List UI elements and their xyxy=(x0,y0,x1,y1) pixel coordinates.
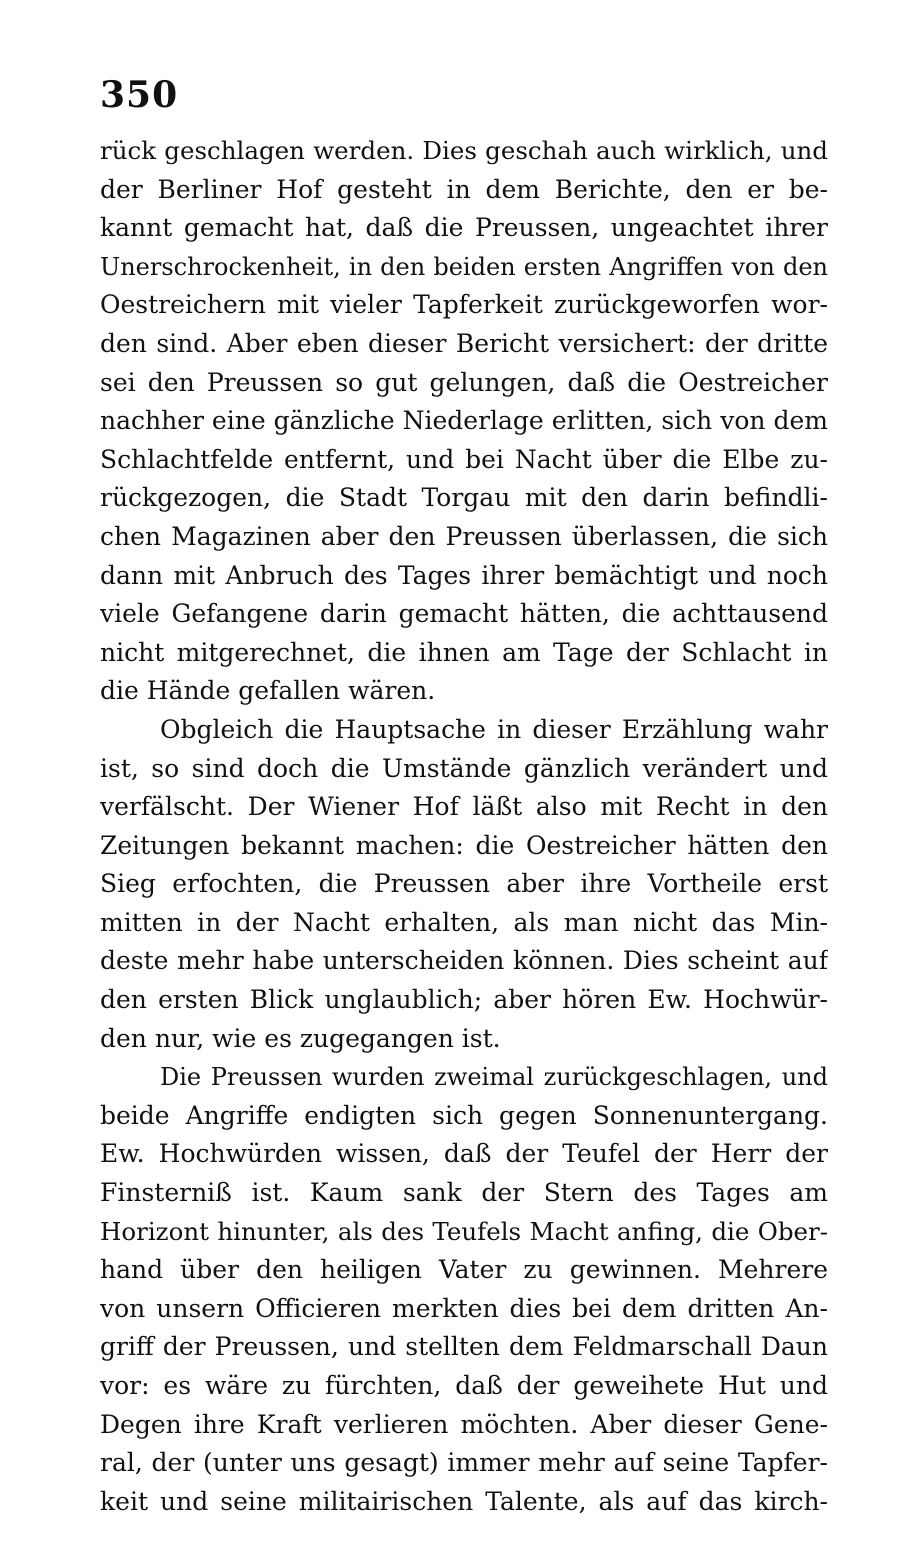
text-line: griff der Preussen, und stellten dem Feldmarschall Daun xyxy=(100,1332,828,1362)
text-line: nicht mitgerechnet, die ihnen am Tage der Schlacht in xyxy=(100,637,828,667)
text-line: nachher eine gänzliche Niederlage erlitten, sich von dem xyxy=(100,406,828,436)
body-text xyxy=(100,132,828,1521)
text-line: rückgezogen, die Stadt Torgau mit den darin befindli- xyxy=(100,483,828,513)
text-line: Finsterniß ist. Kaum sank der Stern des Tages am xyxy=(100,1178,828,1208)
text-line: den nur, wie es zugegangen ist. xyxy=(100,1023,501,1053)
text-line: sei den Preussen so gut gelungen, daß die Oestreicher xyxy=(100,367,828,397)
text-line: der Berliner Hof gesteht in dem Berichte, den er be- xyxy=(100,174,828,204)
text-line: Unerschrockenheit, in den beiden ersten Angriffen von den xyxy=(100,252,828,281)
text-line: Die Preussen wurden zweimal zurückgeschlagen, und xyxy=(160,1063,828,1092)
text-line: mitten in der Nacht erhalten, als man nicht das Min- xyxy=(100,907,828,937)
text-line: Zeitungen bekannt machen: die Oestreicher hätten den xyxy=(100,830,828,860)
text-line: verfälscht. Der Wiener Hof läßt also mit Recht in den xyxy=(100,792,828,822)
text-line: Sieg erfochten, die Preussen aber ihre Vortheile erst xyxy=(100,869,828,899)
text-line: deste mehr habe unterscheiden können. Dies scheint auf xyxy=(100,946,828,976)
text-line: ist, so sind doch die Umstände gänzlich verändert und xyxy=(100,753,828,783)
text-line: hand über den heiligen Vater zu gewinnen. Mehrere xyxy=(100,1255,828,1285)
text-line: Horizont hinunter, als des Teufels Macht anfing, die Ober- xyxy=(100,1216,828,1246)
text-line: kannt gemacht hat, daß die Preussen, ungeachtet ihrer xyxy=(100,213,828,243)
text-line: rück geschlagen werden. Dies geschah auch wirklich, und xyxy=(100,136,828,165)
text-line: Oestreichern mit vieler Tapferkeit zurückgeworfen wor- xyxy=(100,290,828,320)
text-line: Schlachtfelde entfernt, und bei Nacht über die Elbe zu- xyxy=(100,444,828,474)
text-line: den ersten Blick unglaublich; aber hören Ew. Hochwür- xyxy=(100,985,828,1015)
text-line: von unsern Officieren merkten dies bei dem dritten An- xyxy=(100,1293,828,1323)
text-line: viele Gefangene darin gemacht hätten, die achttausend xyxy=(100,599,828,629)
page-number: 350 xyxy=(100,74,179,116)
text-line: Ew. Hochwürden wissen, daß der Teufel der Herr der xyxy=(100,1139,828,1169)
text-line: chen Magazinen aber den Preussen überlassen, die sich xyxy=(100,521,828,551)
text-line: dann mit Anbruch des Tages ihrer bemächtigt und noch xyxy=(100,560,828,590)
text-line: ral, der (unter uns gesagt) immer mehr auf seine Tapfer- xyxy=(100,1448,828,1478)
text-line: keit und seine militairischen Talente, als auf das kirch- xyxy=(100,1486,828,1516)
text-line: den sind. Aber eben dieser Bericht versichert: der dritte xyxy=(100,328,828,358)
text-line: beide Angriffe endigten sich gegen Sonnenuntergang. xyxy=(100,1100,828,1130)
text-line: Obgleich die Hauptsache in dieser Erzählung wahr xyxy=(160,714,828,744)
text-line: vor: es wäre zu fürchten, daß der geweihete Hut und xyxy=(100,1371,828,1400)
text-line: Degen ihre Kraft verlieren möchten. Aber dieser Gene- xyxy=(100,1409,828,1439)
text-line: die Hände gefallen wären. xyxy=(100,676,436,706)
